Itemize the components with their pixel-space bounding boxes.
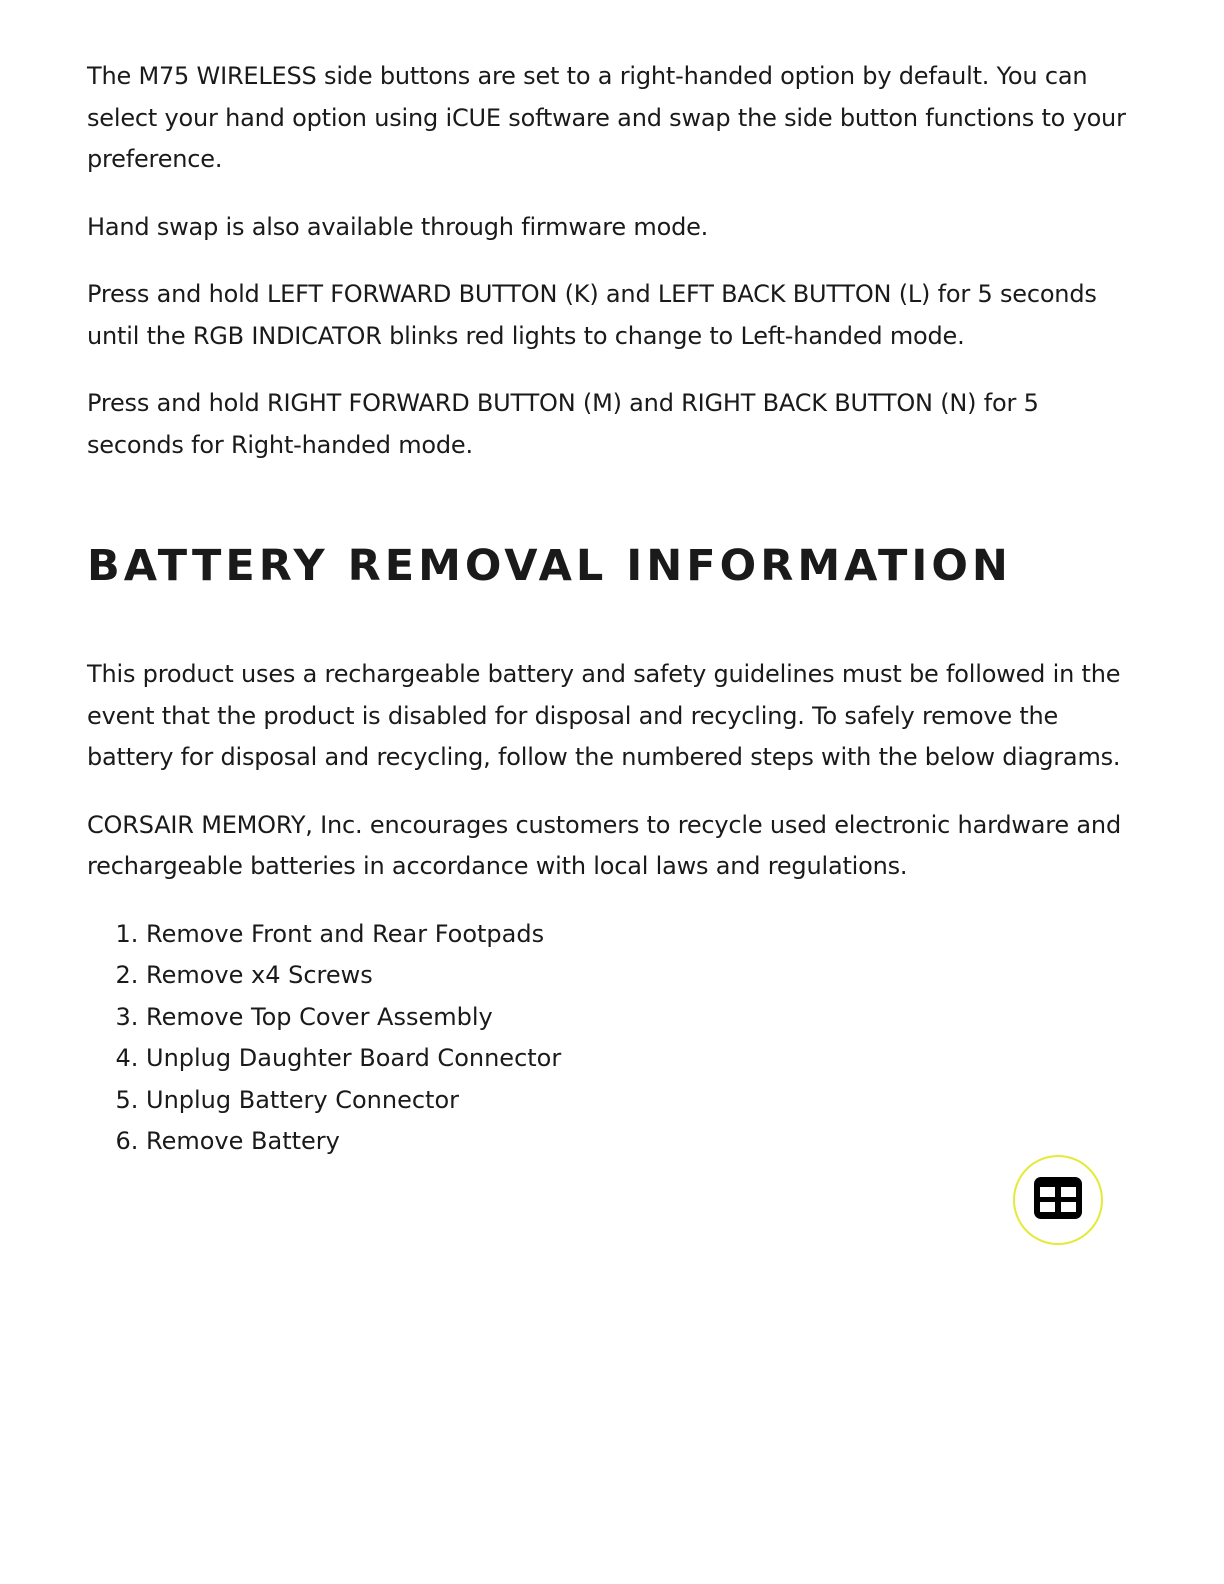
list-item: 6. Remove Battery xyxy=(146,1121,1132,1163)
paragraph-right-handed: Press and hold RIGHT FORWARD BUTTON (M) and RIGHT BACK BUTTON (N) for 5 seconds for Right-handed mode. xyxy=(87,389,1039,459)
list-item: 4. Unplug Daughter Board Connector xyxy=(146,1038,1132,1080)
section-heading: BATTERY REMOVAL INFORMATION xyxy=(87,541,1012,591)
list-item: 3. Remove Top Cover Assembly xyxy=(146,997,1132,1039)
removal-steps-list xyxy=(87,914,1132,1163)
list-item: 5. Unplug Battery Connector xyxy=(146,1080,1132,1122)
paragraph-default-hand: The M75 WIRELESS side buttons are set to a right-handed option by default. You can select your hand option using iCUE software and swap the side button functions to your preference. xyxy=(87,62,1126,173)
list-item: 1. Remove Front and Rear Footpads xyxy=(146,914,1132,956)
table-of-contents-button[interactable] xyxy=(1013,1155,1103,1245)
document-content xyxy=(87,56,1132,1163)
list-item: 2. Remove x4 Screws xyxy=(146,955,1132,997)
paragraph-recycling: CORSAIR MEMORY, Inc. encourages customers to recycle used electronic hardware and rechargeable batteries in accordance with local laws and regulations. xyxy=(87,810,1121,880)
paragraph-battery-info: This product uses a rechargeable battery and safety guidelines must be followed in the event that the product is disabled for disposal and recycling. To safely remove the battery for disposal and recycling, follow the numbered steps with the below diagrams. xyxy=(87,660,1121,771)
table-grid-icon xyxy=(1034,1177,1082,1223)
paragraph-left-handed: Press and hold LEFT FORWARD BUTTON (K) and LEFT BACK BUTTON (L) for 5 seconds until the RGB INDICATOR blinks red lights to change to Left-handed mode. xyxy=(87,280,1097,350)
paragraph-firmware-swap: Hand swap is also available through firmware mode. xyxy=(87,212,709,241)
